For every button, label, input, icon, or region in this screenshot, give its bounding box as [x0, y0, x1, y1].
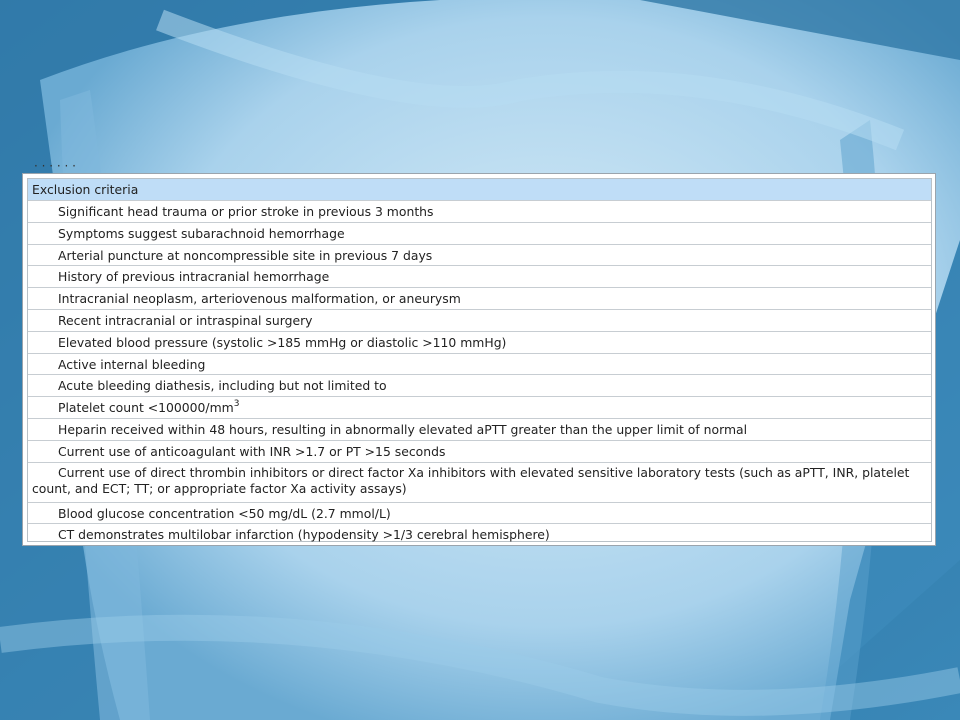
table-row [28, 375, 931, 397]
row-text: Elevated blood pressure (systolic >185 mmHg or diastolic >110 mmHg) [58, 334, 507, 350]
table-header-label: Exclusion criteria [32, 182, 139, 197]
row-text: Significant head trauma or prior stroke in previous 3 months [58, 204, 434, 219]
table-row [28, 419, 931, 441]
table-row [28, 288, 931, 310]
table-row [28, 266, 931, 288]
row-text: Active internal bleeding [58, 356, 206, 372]
row-text: Platelet count <100000/mm [58, 400, 234, 416]
clipped-text-fragment: · · · · · · [34, 163, 76, 173]
table-row [28, 354, 931, 376]
table-row [28, 524, 931, 546]
table-row [28, 463, 931, 503]
table-row [28, 310, 931, 332]
table-row [28, 332, 931, 354]
row-text: Symptoms suggest subarachnoid hemorrhage [58, 225, 345, 241]
row-text: Blood glucose concentration <50 mg/dL (2.7 mmol/L) [58, 505, 391, 521]
table-header-row [28, 179, 931, 201]
table-row [28, 223, 931, 245]
table-row [28, 503, 931, 525]
table-row [28, 397, 931, 419]
row-text: Current use of anticoagulant with INR >1.7 or PT >15 seconds [58, 443, 446, 459]
exclusion-criteria-table [22, 173, 936, 546]
table-row [28, 245, 931, 267]
row-text: Current use of direct thrombin inhibitors or direct factor Xa inhibitors with elevated sensitive laboratory tests (such as aPTT, INR, platelet count, and ECT; TT; or appropriate factor Xa activity assays) [32, 464, 910, 496]
table-row [28, 441, 931, 463]
table-row [28, 201, 931, 223]
row-text: Heparin received within 48 hours, resulting in abnormally elevated aPTT greater than the upper limit of normal [58, 421, 748, 437]
row-text: Acute bleeding diathesis, including but not limited to [58, 378, 387, 394]
unit-superscript: 3 [233, 399, 240, 410]
table-body [27, 178, 932, 542]
row-text: Intracranial neoplasm, arteriovenous malformation, or aneurysm [58, 291, 461, 307]
row-text: Recent intracranial or intraspinal surgery [58, 312, 313, 328]
row-text: Arterial puncture at noncompressible site in previous 7 days [58, 247, 433, 263]
row-text: History of previous intracranial hemorrhage [58, 269, 330, 285]
row-text: CT demonstrates multilobar infarction (hypodensity >1/3 cerebral hemisphere) [58, 527, 550, 543]
